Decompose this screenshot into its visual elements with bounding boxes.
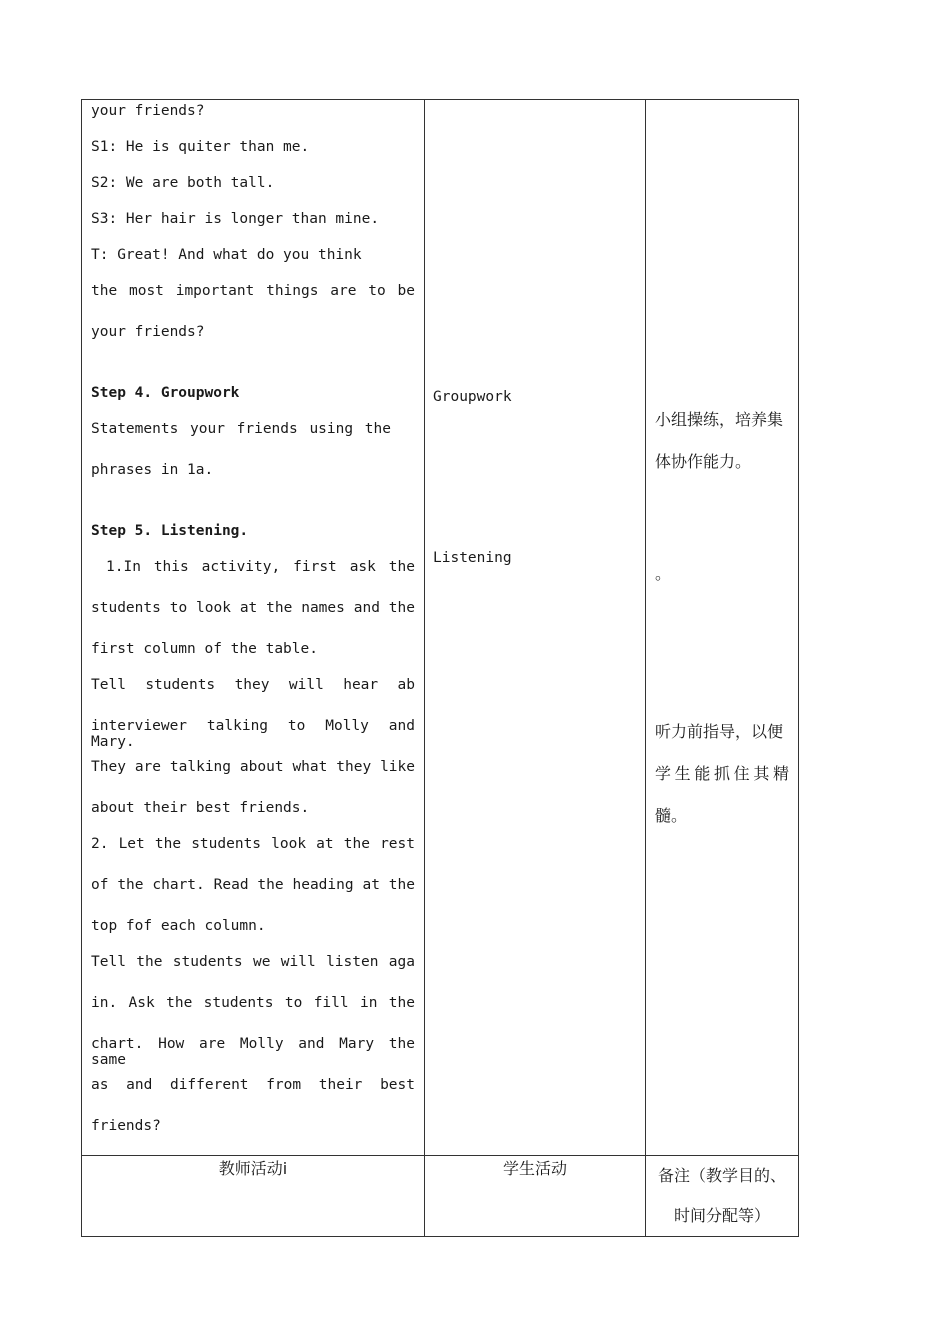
teacher-activity-cell [82, 100, 425, 1156]
text-line: 1.In this activity, first ask the [106, 559, 415, 575]
text-line: S2: We are both tall. [91, 175, 275, 191]
text-line: friends? [91, 1118, 161, 1134]
text-line: S3: Her hair is longer than mine. [91, 211, 380, 227]
remark-line: 听力前指导，以便 [655, 722, 784, 741]
remark-line: 体协作能力。 [655, 452, 752, 471]
listening-label: Listening [433, 550, 512, 566]
remark-cell [646, 100, 799, 1156]
text-line: the most important things are to be [91, 283, 415, 299]
text-line: 2. Let the students look at the rest [91, 836, 415, 852]
text-line: Tell students they will hear ab [91, 677, 415, 693]
text-line: about their best friends. [91, 800, 310, 816]
remark-line: 学生能抓住其精 [655, 764, 789, 783]
text-line: students to look at the names and the [91, 600, 415, 616]
remark-line: 。 [655, 564, 672, 583]
text-line: as and different from their best [91, 1077, 415, 1093]
text-line: your friends? [91, 103, 205, 119]
teacher-activity-header [82, 1156, 425, 1237]
step-4-heading: Step 4. Groupwork [91, 385, 240, 401]
text-line: They are talking about what they like [91, 759, 415, 775]
text-line: your friends? [91, 324, 205, 340]
text-line: top fof each column. [91, 918, 266, 934]
text-line: in. Ask the students to fill in the [91, 995, 415, 1011]
lesson-plan-table [81, 99, 799, 1237]
text-line: first column of the table. [91, 641, 318, 657]
text-line: interviewer talking to Molly and Mary. [91, 718, 415, 750]
student-activity-cell [425, 100, 646, 1156]
remark-line: 髓。 [655, 806, 688, 825]
remark-label-line-1: 备注（教学目的、 [657, 1166, 786, 1185]
text-line: T: Great! And what do you think [91, 247, 362, 263]
remark-header [646, 1156, 799, 1237]
student-activity-label: 学生活动 [502, 1159, 567, 1178]
step-5-heading: Step 5. Listening. [91, 523, 249, 539]
groupwork-label: Groupwork [433, 389, 512, 405]
content-row [82, 100, 799, 1156]
remark-label-line-2: 时间分配等） [673, 1206, 770, 1225]
header-row [82, 1156, 799, 1237]
text-line: Statements your friends using the [91, 421, 391, 437]
text-line: chart. How are Molly and Mary the same [91, 1036, 415, 1068]
text-line: S1: He is quiter than me. [91, 139, 310, 155]
teacher-activity-label: 教师活动ⅰ [218, 1159, 288, 1178]
student-activity-header [425, 1156, 646, 1237]
text-line: phrases in 1a. [91, 462, 214, 478]
text-line: Tell the students we will listen aga [91, 954, 415, 970]
text-line: of the chart. Read the heading at the [91, 877, 415, 893]
remark-line: 小组操练，培养集 [655, 410, 784, 429]
